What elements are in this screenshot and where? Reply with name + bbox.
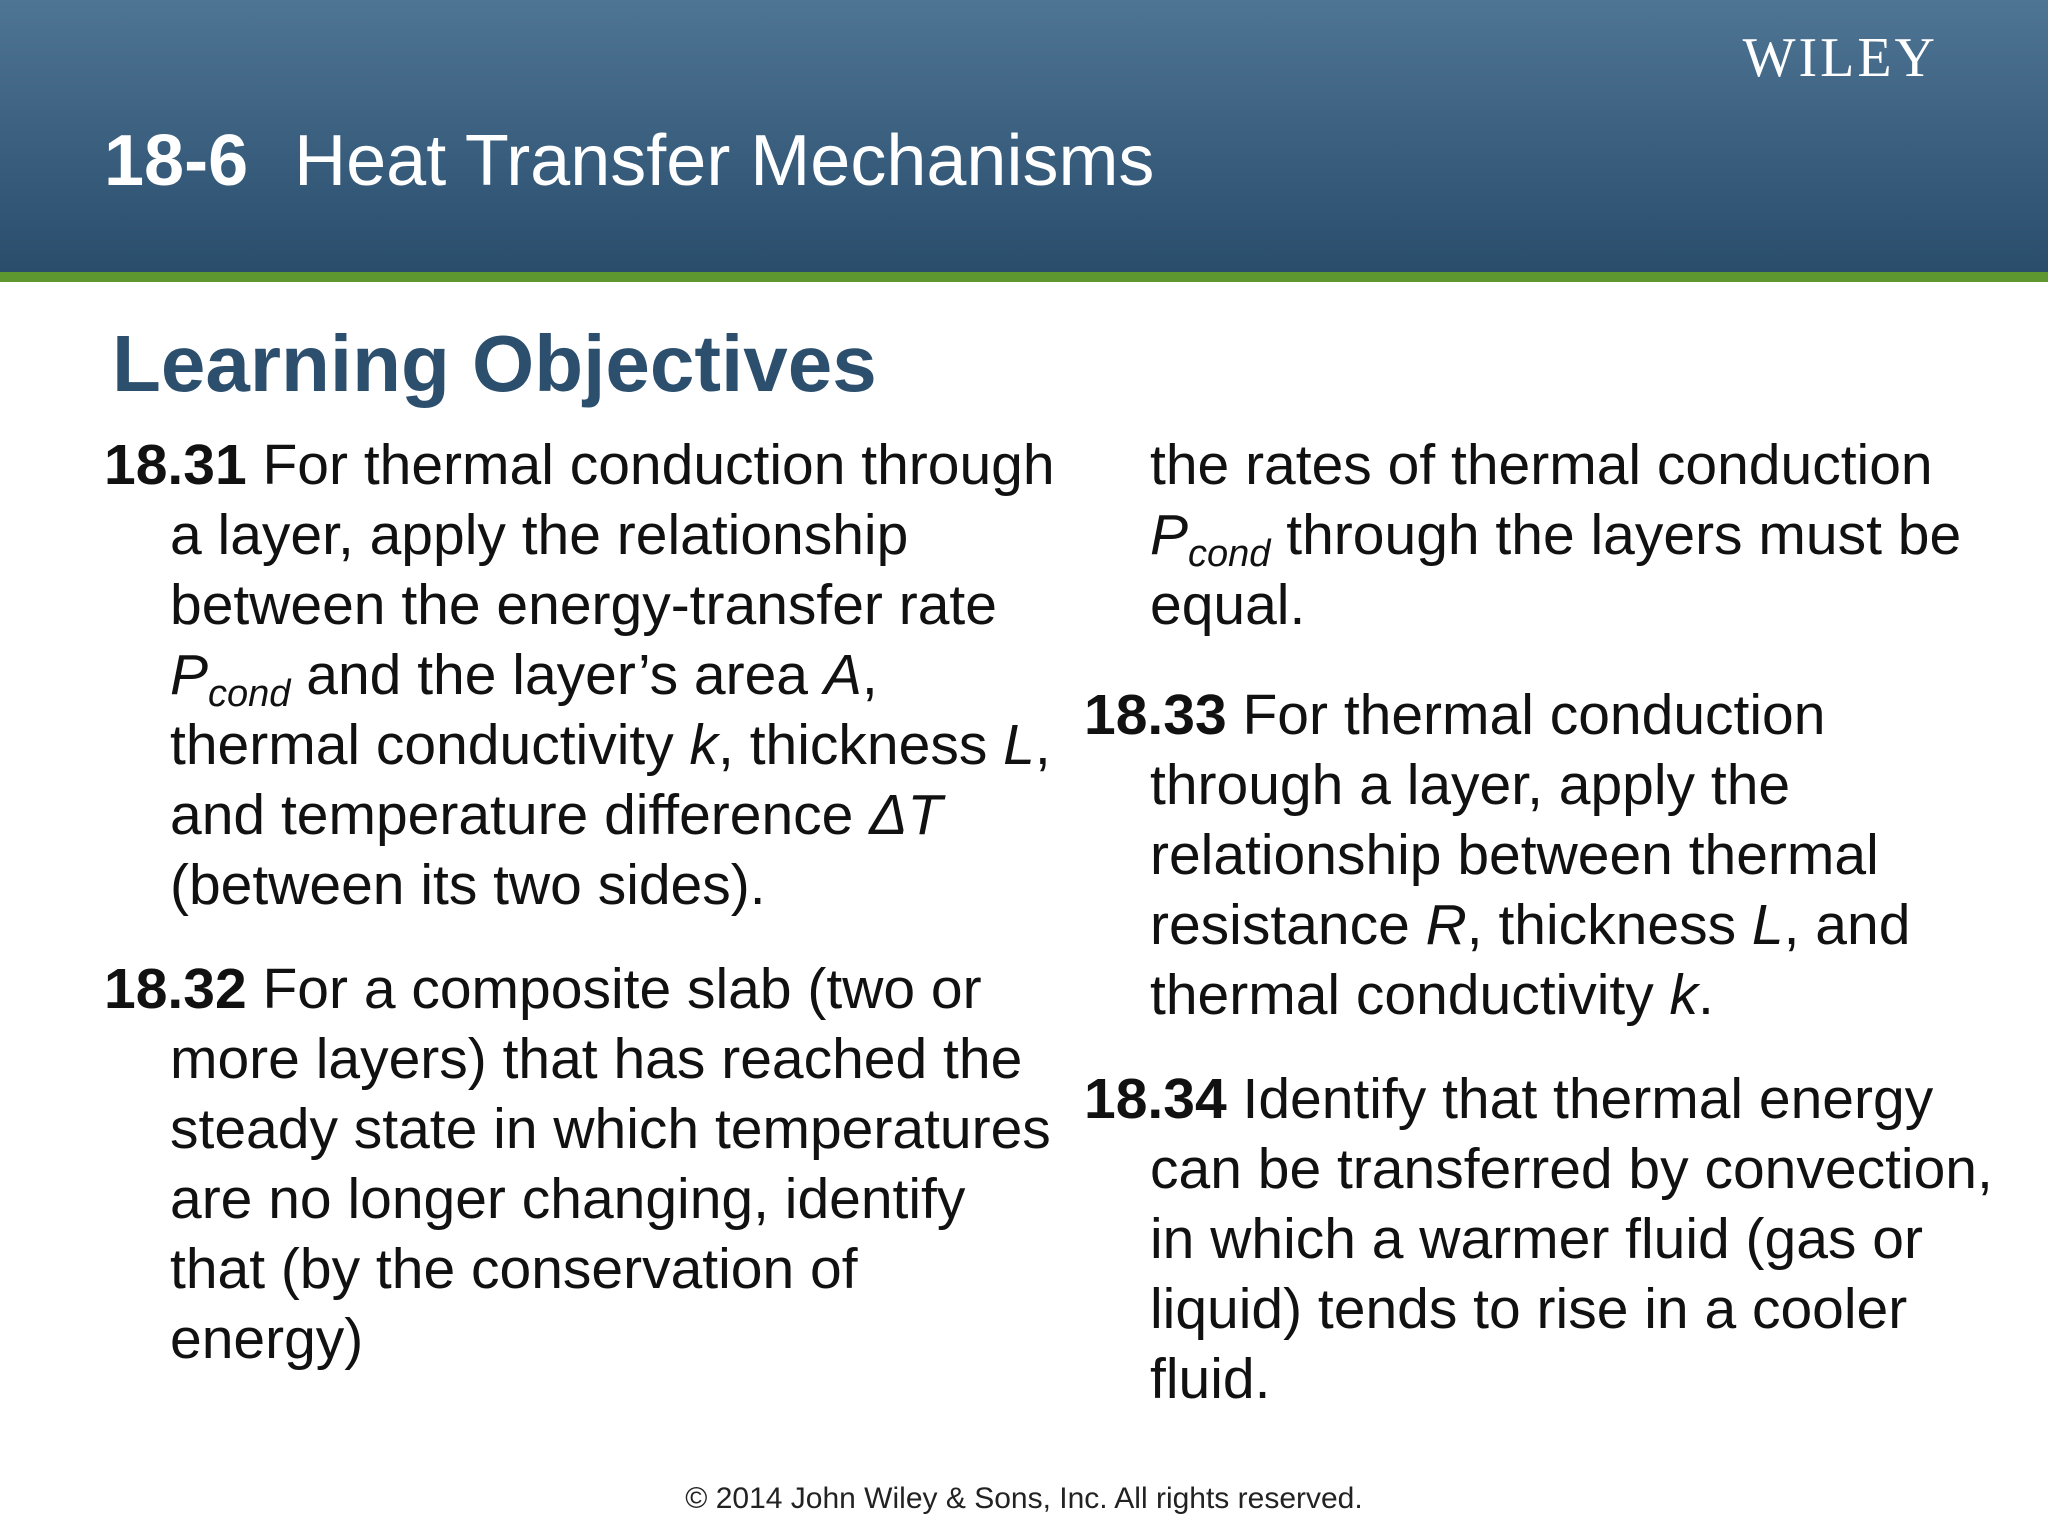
- header-divider: [0, 272, 2048, 282]
- slide-title-text: Heat Transfer Mechanisms: [294, 121, 1155, 201]
- objective-text: , thickness: [718, 713, 1004, 777]
- slide-header: [0, 0, 2048, 272]
- symbol-k: k: [689, 713, 719, 777]
- symbol-k: k: [1669, 963, 1699, 1027]
- objective-number: 18.34: [1084, 1067, 1227, 1131]
- symbol-a: A: [823, 643, 862, 707]
- objective-number: 18.33: [1084, 683, 1227, 747]
- objective-text: , and thermal conductivity: [1150, 893, 1911, 1027]
- objective-text: , and temperature difference: [170, 713, 1051, 847]
- symbol-l: L: [1751, 893, 1784, 957]
- symbol-l: L: [1003, 713, 1035, 777]
- slide-title-number: 18-6: [104, 121, 249, 201]
- slide-title: [104, 120, 1154, 202]
- section-heading: Learning Objectives: [112, 319, 877, 408]
- wiley-logo: WILEY: [1742, 27, 1938, 89]
- objective-18-32: [104, 954, 1064, 1374]
- objective-text: the rates of thermal conduction: [1150, 433, 1933, 497]
- symbol-r: R: [1425, 893, 1467, 957]
- objective-text: For a composite slab (two or more layers) that has reached the steady state in which temperatures are no longer changing, identify that (by the conservation of energy): [170, 957, 1051, 1371]
- objective-18-32-continued: [1150, 430, 2024, 640]
- objective-text: , thickness: [1466, 893, 1752, 957]
- symbol-p: P: [1150, 503, 1189, 567]
- left-column: [104, 430, 1064, 1408]
- subscript-cond: cond: [208, 673, 291, 715]
- symbol-delta-t: ΔT: [869, 783, 943, 847]
- objective-text: For thermal conduction through a layer, apply the relationship between the energy-transfer rate: [170, 433, 1055, 637]
- objective-text: For thermal conduction through a layer, apply the relationship between thermal resistance: [1150, 683, 1879, 957]
- objective-number: 18.32: [104, 957, 247, 1021]
- objective-number: 18.31: [104, 433, 247, 497]
- copyright-footer: © 2014 John Wiley & Sons, Inc. All rights reserved.: [685, 1482, 1363, 1515]
- objective-text: , thermal conductivity: [170, 643, 878, 777]
- objective-text: .: [1698, 963, 1714, 1027]
- objective-18-34: [1084, 1064, 2024, 1414]
- objective-18-31: [104, 430, 1064, 920]
- subscript-cond: cond: [1188, 533, 1271, 575]
- objective-text: through the layers must be equal.: [1150, 503, 1962, 637]
- objective-text: Identify that thermal energy can be transferred by convection, in which a warmer fluid (gas or liquid) tends to rise in a cooler fluid.: [1150, 1067, 1993, 1411]
- objective-18-33: [1084, 680, 2024, 1030]
- objective-text: (between its two sides).: [170, 853, 766, 917]
- right-column: [1084, 430, 2024, 1448]
- symbol-p: P: [170, 643, 209, 707]
- objective-text: and the layer’s area: [290, 643, 824, 707]
